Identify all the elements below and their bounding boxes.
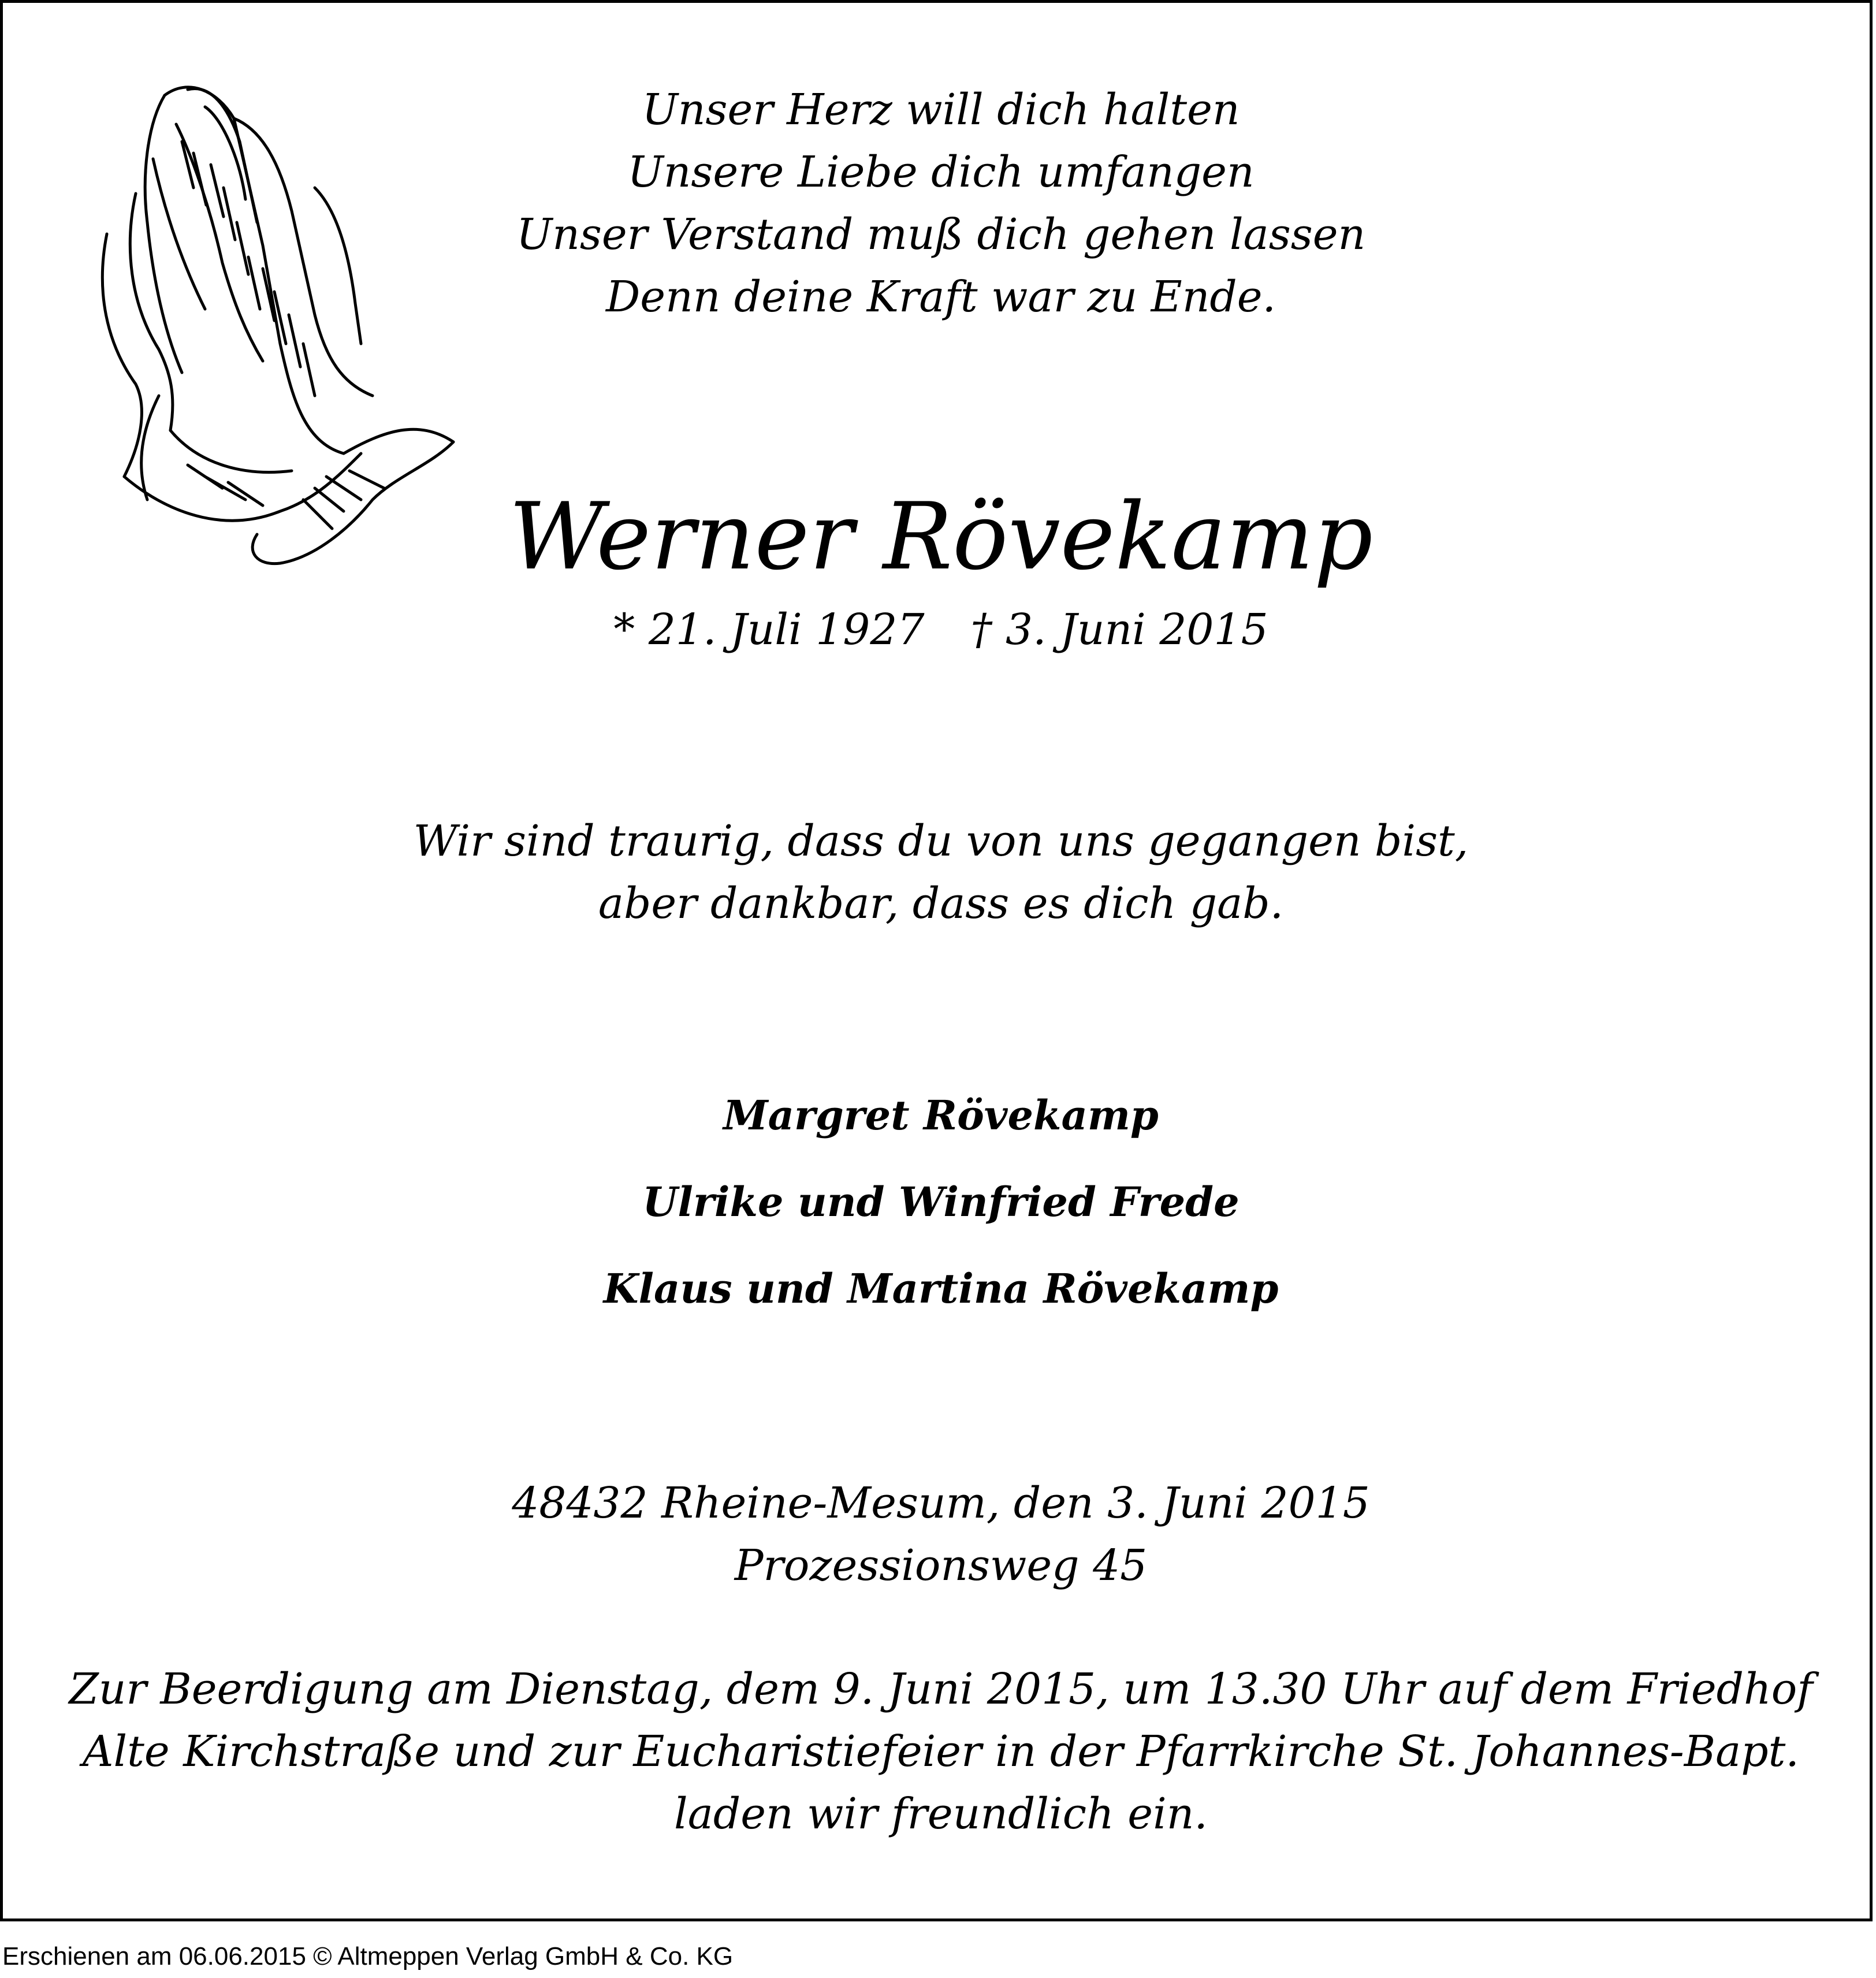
deceased-name: Werner Rövekamp — [508, 482, 1373, 590]
life-dates — [3, 605, 1876, 655]
poem-line-3: Unser Verstand muß dich gehen lassen — [516, 210, 1366, 259]
poem-line-1: Unser Herz will dich halten — [642, 85, 1240, 135]
birth-date: * 21. Juli 1927 — [613, 605, 925, 655]
funeral-line-1: Zur Beerdigung am Dienstag, dem 9. Juni 2015, um 13.30 Uhr auf dem Friedhof — [69, 1664, 1813, 1714]
poem-line-2: Unsere Liebe dich umfangen — [627, 147, 1255, 197]
poem-line-4: Denn deine Kraft war zu Ende. — [605, 272, 1276, 322]
publication-footer: Erschienen am 06.06.2015 © Altmeppen Verlag GmbH & Co. KG — [2, 1942, 734, 1970]
funeral-line-3: laden wir freundlich ein. — [674, 1789, 1208, 1839]
street-address: Prozessionsweg 45 — [734, 1541, 1148, 1590]
message-line-2: aber dankbar, dass es dich gab. — [598, 879, 1284, 928]
family-member-2: Ulrike und Winfried Frede — [642, 1178, 1240, 1226]
message-line-1: Wir sind traurig, dass du von uns gegangen bist, — [413, 816, 1469, 866]
place-date: 48432 Rheine-Mesum, den 3. Juni 2015 — [512, 1478, 1370, 1528]
family-member-1: Margret Rövekamp — [723, 1091, 1159, 1139]
family-member-3: Klaus und Martina Rövekamp — [603, 1265, 1279, 1313]
death-date: † 3. Juni 2015 — [970, 605, 1268, 655]
funeral-line-2: Alte Kirchstraße und zur Eucharistiefeier in der Pfarrkirche St. Johannes-Bapt. — [83, 1727, 1799, 1776]
